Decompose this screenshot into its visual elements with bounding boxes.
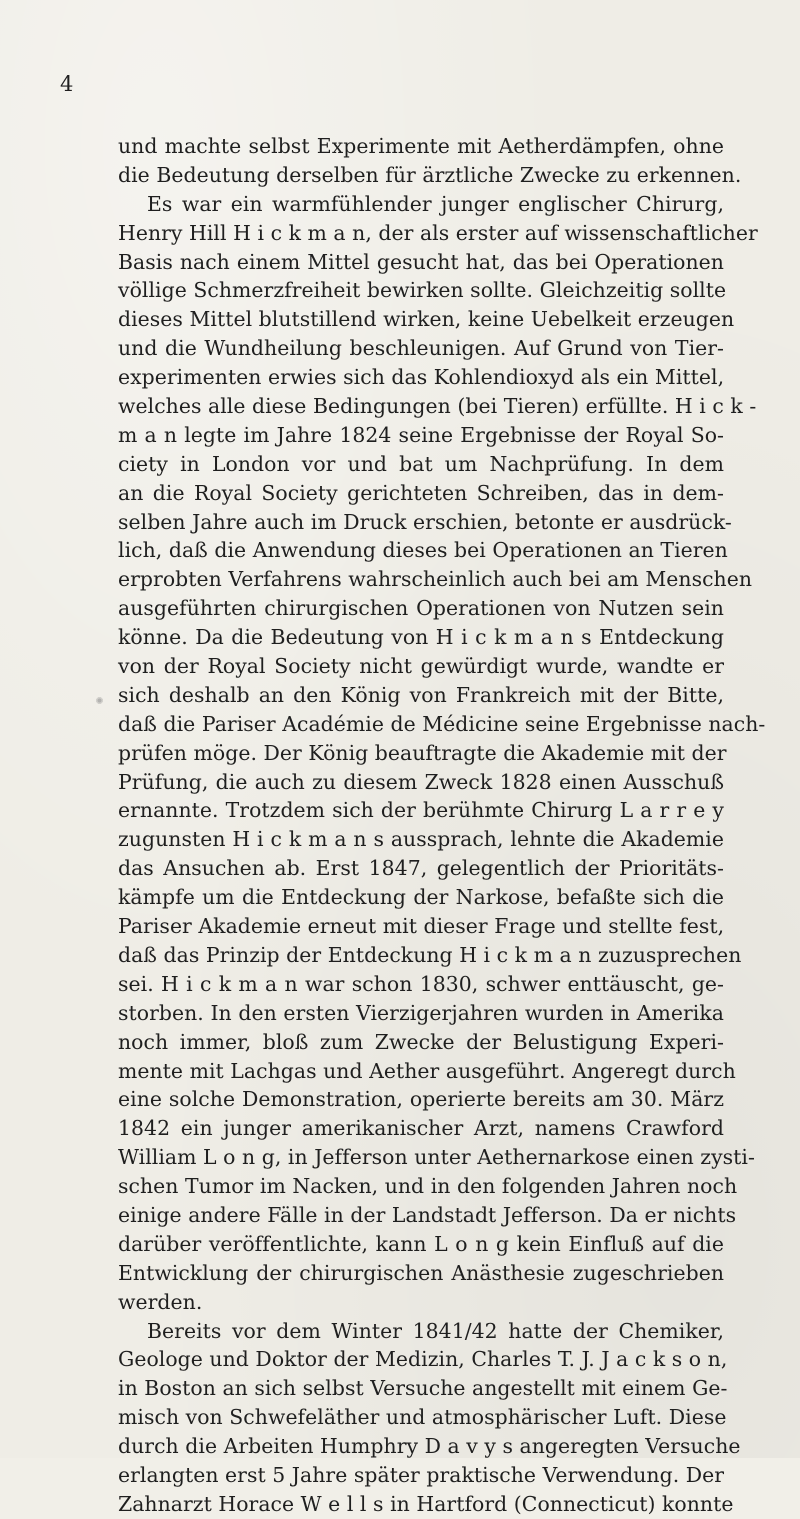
text-line: von der Royal Society nicht gewürdigt wurde, wandte er bbox=[118, 654, 724, 679]
text-line: William L o n g, in Jefferson unter Aethernarkose einen zysti- bbox=[118, 1145, 755, 1170]
text-line: mente mit Lachgas und Aether ausgeführt. Angeregt durch bbox=[118, 1058, 736, 1083]
text-line: könne. Da die Bedeutung von H i c k m a n s Entdeckung bbox=[118, 625, 724, 650]
text-line: und machte selbst Experimente mit Aetherdämpfen, ohne bbox=[118, 134, 724, 158]
text-line: m a n legte im Jahre 1824 seine Ergebnisse der Royal So- bbox=[118, 422, 724, 447]
text-line: Prüfung, die auch zu diesem Zweck 1828 einen Ausschuß bbox=[118, 769, 724, 794]
text-line: Henry Hill H i c k m a n, der als erster auf wissenschaftlicher bbox=[118, 220, 758, 245]
text-line: schen Tumor im Nacken, und in den folgenden Jahren noch bbox=[118, 1174, 738, 1199]
text-line: die Bedeutung derselben für ärztliche Zwecke zu erkennen. bbox=[118, 162, 742, 187]
page-number: 4 bbox=[60, 72, 74, 96]
text-line: welches alle diese Bedingungen (bei Tieren) erfüllte. H i c k - bbox=[118, 394, 757, 419]
text-line: Geologe und Doktor der Medizin, Charles T. J. J a c k s o n, bbox=[118, 1347, 728, 1372]
text-line: erlangten erst 5 Jahre später praktische Verwendung. Der bbox=[118, 1462, 725, 1487]
text-line: durch die Arbeiten Humphry D a v y s angeregten Versuche bbox=[118, 1434, 741, 1459]
text-line: experimenten erwies sich das Kohlendioxyd als ein Mittel, bbox=[118, 365, 725, 390]
text-line: kämpfe um die Entdeckung der Narkose, befaßte sich die bbox=[118, 885, 724, 910]
text-line: darüber veröffentlichte, kann L o n g kein Einfluß auf die bbox=[118, 1231, 724, 1256]
body-text bbox=[118, 132, 766, 1519]
text-line: Basis nach einem Mittel gesucht hat, das bei Operationen bbox=[118, 249, 724, 274]
text-line: einige andere Fälle in der Landstadt Jefferson. Da er nichts bbox=[118, 1202, 737, 1227]
text-line: noch immer, bloß zum Zwecke der Belustigung Experi- bbox=[118, 1029, 724, 1054]
text-line: misch von Schwefeläther und atmosphärischer Luft. Diese bbox=[118, 1405, 727, 1430]
text-line: Zahnarzt Horace W e l l s in Hartford (Connecticut) konnte bbox=[118, 1491, 734, 1516]
text-line: völlige Schmerzfreiheit bewirken sollte. Gleichzeitig sollte bbox=[118, 278, 727, 303]
text-line: dieses Mittel blutstillend wirken, keine Uebelkeit erzeugen bbox=[118, 307, 735, 332]
text-line: daß das Prinzip der Entdeckung H i c k m a n zuzusprechen bbox=[118, 942, 742, 967]
text-line: ausgeführten chirurgischen Operationen von Nutzen sein bbox=[118, 596, 724, 621]
text-line: sich deshalb an den König von Frankreich mit der Bitte, bbox=[118, 682, 724, 707]
text-line: in Boston an sich selbst Versuche angestellt mit einem Ge- bbox=[118, 1376, 728, 1401]
text-line: Entwicklung der chirurgischen Anästhesie zugeschrieben bbox=[118, 1260, 724, 1285]
text-line: erprobten Verfahrens wahrscheinlich auch bei am Menschen bbox=[118, 567, 753, 592]
text-line: Pariser Akademie erneut mit dieser Frage und stellte fest, bbox=[118, 914, 725, 939]
text-line: an die Royal Society gerichteten Schreiben, das in dem- bbox=[118, 480, 724, 505]
text-line: zugunsten H i c k m a n s aussprach, lehnte die Akademie bbox=[118, 827, 724, 852]
text-line: ciety in London vor und bat um Nachprüfung. In dem bbox=[118, 451, 724, 476]
text-line: ernannte. Trotzdem sich der berühmte Chirurg L a r r e y bbox=[118, 798, 724, 823]
text-line: das Ansuchen ab. Erst 1847, gelegentlich der Prioritäts- bbox=[118, 856, 724, 881]
text-line: werden. bbox=[118, 1289, 203, 1314]
text-line: Es war ein warmfühlender junger englischer Chirurg, bbox=[147, 191, 724, 216]
text-line: selben Jahre auch im Druck erschien, betonte er ausdrück- bbox=[118, 509, 732, 534]
ink-spot bbox=[95, 696, 104, 705]
text-line: und die Wundheilung beschleunigen. Auf Grund von Tier- bbox=[118, 336, 724, 361]
text-line: storben. In den ersten Vierzigerjahren wurden in Amerika bbox=[118, 1000, 724, 1025]
text-line: sei. H i c k m a n war schon 1830, schwer enttäuscht, ge- bbox=[118, 971, 724, 996]
text-line: prüfen möge. Der König beauftragte die Akademie mit der bbox=[118, 740, 727, 765]
text-line: eine solche Demonstration, operierte bereits am 30. März bbox=[118, 1087, 724, 1112]
text-line: 1842 ein junger amerikanischer Arzt, namens Crawford bbox=[118, 1116, 724, 1141]
text-line: Bereits vor dem Winter 1841/42 hatte der Chemiker, bbox=[147, 1318, 724, 1343]
text-line: daß die Pariser Académie de Médicine seine Ergebnisse nach- bbox=[118, 711, 766, 736]
text-line: lich, daß die Anwendung dieses bei Operationen an Tieren bbox=[118, 538, 728, 563]
